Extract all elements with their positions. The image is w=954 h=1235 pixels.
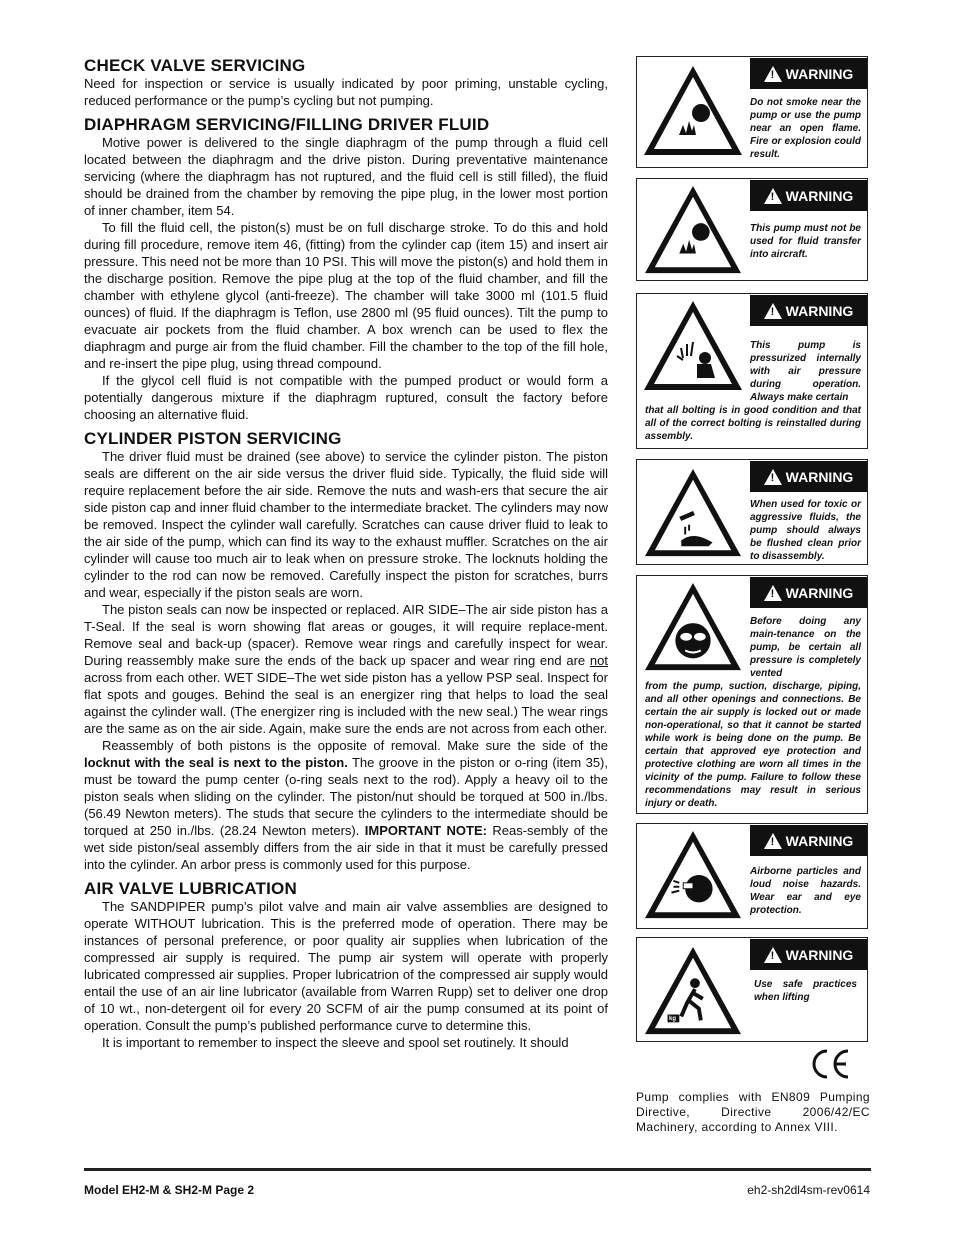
text-run: Reassembly of both pistons is the opposite of removal. Make sure the side of the [102, 738, 608, 753]
warning-label: WARNING [785, 65, 854, 82]
main-column [84, 56, 608, 1057]
warning-label: WARNING [785, 832, 854, 849]
warning-text: When used for toxic or aggressive fluids, the pump should always be flushed clean prior to disassembly. [750, 499, 861, 562]
warning-text: This pump must not be used for fluid transfer into aircraft. [750, 223, 861, 260]
text-run: The groove in the piston or o-ring (item 35), must be toward the pump center (o-ring seals next to the rod). Apply a heavy oil to the piston seals when sliding on the cylinder. The piston/nut should be torqued at 500 in./lbs. (56.49 Newton meters). The studs that secure the cylinders to the intermediate should be torqued at 250 in./lbs. (28.24 Newton meters). [84, 755, 608, 838]
warning-box-aircraft [636, 178, 868, 281]
text-run: The piston seals can now be inspected or replaced. AIR SIDE–The air side piston has a T-Seal. If the seal is worn showing flat areas or gouges, it will require replace-ment. Remove seal and back-up (spacer). Remove wear rings and carefully inspect for wear. During reassembly make sure the ends of the back up spacer and wear ring end are [84, 602, 608, 668]
warning-text: Before doing any main-tenance on the pump, be certain all pressure is completely vented [750, 616, 861, 679]
exclamation-icon: ! [764, 833, 782, 849]
warning-text: Do not smoke near the pump or use the pump near an open flame. Fire or explosion could result. [750, 97, 861, 160]
warning-label: WARNING [785, 946, 854, 963]
lifting-hazard-icon [641, 944, 745, 1038]
warning-header [750, 825, 867, 856]
warning-box-lifting [636, 937, 868, 1042]
kg-label: kg [669, 1016, 677, 1022]
paragraph: If the glycol cell fluid is not compatible with the pumped product or would form a potentially dangerous mixture if the diaphragm ruptured, consult the factory before choosing an alternative fluid. [84, 373, 608, 422]
footer-doc-id: eh2-sh2dl4sm-rev0614 [747, 1183, 870, 1197]
paragraph: Motive power is delivered to the single diaphragm of the pump through a fluid cell located between the diaphragm and the drive piston. During preventative maintenance servicing (where the diaphragm has not ruptured, and the fluid cell is still filled), the fluid should be drained from the chamber by removing the pipe plug, in the lower most portion of inner chamber, item 54. [84, 135, 608, 218]
warning-box-maintenance [636, 575, 868, 814]
warning-box-noise [636, 823, 868, 929]
warning-label: WARNING [785, 584, 854, 601]
warning-text: from the pump, suction, discharge, piping, and all other openings and connections. Be certain the air supply is locked out or made non-operational, so that it cannot be started while work is being done on the pump. Be certain that approved eye protection and protective clothing are worn all times in the vicinity of the pump. Failure to follow these recommendations may result in serious injury or death. [645, 681, 861, 809]
warning-label: WARNING [785, 468, 854, 485]
section-title: AIR VALVE LUBRICATION [84, 879, 297, 898]
warning-text: This pump is pressurized internally with air pressure during operation. Always make certain [750, 340, 861, 403]
explosion-hazard-icon [641, 183, 745, 277]
bold-text: IMPORTANT NOTE: [364, 823, 487, 838]
warning-header [750, 295, 867, 326]
exclamation-icon: ! [764, 585, 782, 601]
exclamation-icon: ! [764, 303, 782, 319]
text-run: Reas-sembly of the wet side piston/seal assembly differs from the air side in that it must be carefully pressed into the cylinder. An arbor press is commonly used for this purpose. [84, 823, 608, 872]
section-cylinder-piston [84, 429, 608, 873]
warning-text: Use safe practices when lifting [754, 979, 857, 1003]
footer-divider [84, 1168, 871, 1171]
paragraph: It is important to remember to inspect the sleeve and spool set routinely. It should [102, 1035, 569, 1050]
text-run: across from each other. WET SIDE–The wet side piston has a yellow PSP seal. Inspect for flat spots and gouges. Behind the seal is an energizer ring that helps to load the seal against the cylinder wall. (The energizer ring is included with the new seal.) The wear rings are the same as on the air side. Again, make sure the ends are not across from each other. [84, 670, 608, 736]
paragraph: Need for inspection or service is usually indicated by poor priming, unstable cycling, reduced performance or the pump’s cycling but not pumping. [84, 76, 608, 108]
paragraph: The driver fluid must be drained (see above) to service the cylinder piston. The piston seals are different on the air side versus the driver fluid side. Typically, the fluid side will require replacement before the air side. Remove the nuts and wash-ers that secure the air side piston cap and inner fluid chamber to the intermediate bracket. The cylinders may now be removed. Inspect the cylinder wall carefully. Scratches can cause driver fluid to leak to the air side of the pump, which can find its way to the exhaust muffler. Scratches on the air cylinder will cause too much air to leak when on pressure stroke. The locknuts holding the cylinder to the rod can now be removed. Carefully inspect the piston for scratches, burrs and wear, especially if the piston seals are worn. [84, 449, 608, 600]
explosion-hazard-icon [641, 63, 745, 159]
eye-protection-icon [641, 580, 745, 674]
warning-label: WARNING [785, 187, 854, 204]
warning-text: that all bolting is in good condition and that all of the correct bolting is reinstalled during assembly. [645, 405, 861, 442]
section-check-valve [84, 56, 608, 109]
warning-box-pressure [636, 293, 868, 449]
pressure-hazard-icon [641, 298, 745, 394]
compliance-statement: Pump complies with EN809 Pumping Directive, Directive 2006/42/EC Machinery, according to Annex VIII. [636, 1090, 870, 1134]
ce-mark-text [808, 1046, 809, 1047]
paragraph [84, 737, 608, 873]
section-title: DIAPHRAGM SERVICING/FILLING DRIVER FLUID [84, 115, 490, 134]
exclamation-icon: ! [764, 947, 782, 963]
paragraph: To fill the fluid cell, the piston(s) must be on full discharge stroke. To do this and hold during fill procedure, remove item 46, (fitting) from the cylinder cap (item 15) and insert air pressure. This need not be more than 10 PSI. This will move the piston(s) and hold them in the discharge position. Remove the pipe plug at the top of the fluid chamber, and fill the chamber with ethylene glycol (anti-freeze). The chamber will take 3000 ml (101.5 fluid ounces) of fluid. If the diaphragm is Teflon, use 2800 ml (95 fluid ounces). Tilt the pump to evacuate air pockets from the fluid chamber. A box wrench can be used to flex the diaphragm and purge air from the fluid chamber. Fill the chamber to the top of the fill hole, and re-insert the pipe plug, using thread compound. [84, 220, 608, 371]
exclamation-icon: ! [764, 66, 782, 82]
bold-text: locknut with the seal is next to the piston. [84, 755, 348, 770]
warning-box-toxic [636, 459, 868, 565]
footer-model-page: Model EH2-M & SH2-M Page 2 [84, 1183, 255, 1197]
paragraph [84, 601, 608, 737]
warning-label: WARNING [785, 302, 854, 319]
section-title: CHECK VALVE SERVICING [84, 56, 306, 75]
warning-text: Airborne particles and loud noise hazards. Wear ear and eye protection. [750, 866, 861, 916]
warning-box-smoking [636, 56, 868, 168]
warning-header [750, 939, 867, 970]
warning-header [750, 58, 867, 89]
warning-header [750, 461, 867, 492]
section-diaphragm [84, 115, 608, 423]
ear-protection-icon [641, 828, 745, 922]
warning-header [750, 577, 867, 608]
paragraph: The SANDPIPER pump’s pilot valve and main air valve assemblies are designed to operate WITHOUT lubrication. This is the preferred mode of operation. There may be instances of personal preference, or poor quality air supplies when lubrication of the compressed air supply is required. The pump air system will operate with properly lubricated compressed air supplies. Proper lubricatrion of the compressed air supply would entail the use of an air line lubricator (available from Warren Rupp) set to deliver one drop of 10 wt., non-detergent oil for every 20 SCFM of air the pump consumed at its point of operation. Consult the pump’s published performance curve to determine this. [84, 899, 608, 1033]
exclamation-icon: ! [764, 469, 782, 485]
exclamation-icon: ! [764, 188, 782, 204]
section-title: CYLINDER PISTON SERVICING [84, 429, 342, 448]
corrosive-hazard-icon [641, 466, 745, 560]
underlined-text: not [589, 653, 608, 668]
section-air-valve [84, 879, 608, 1051]
ce-mark-icon [808, 1046, 852, 1082]
warning-header [750, 180, 867, 211]
